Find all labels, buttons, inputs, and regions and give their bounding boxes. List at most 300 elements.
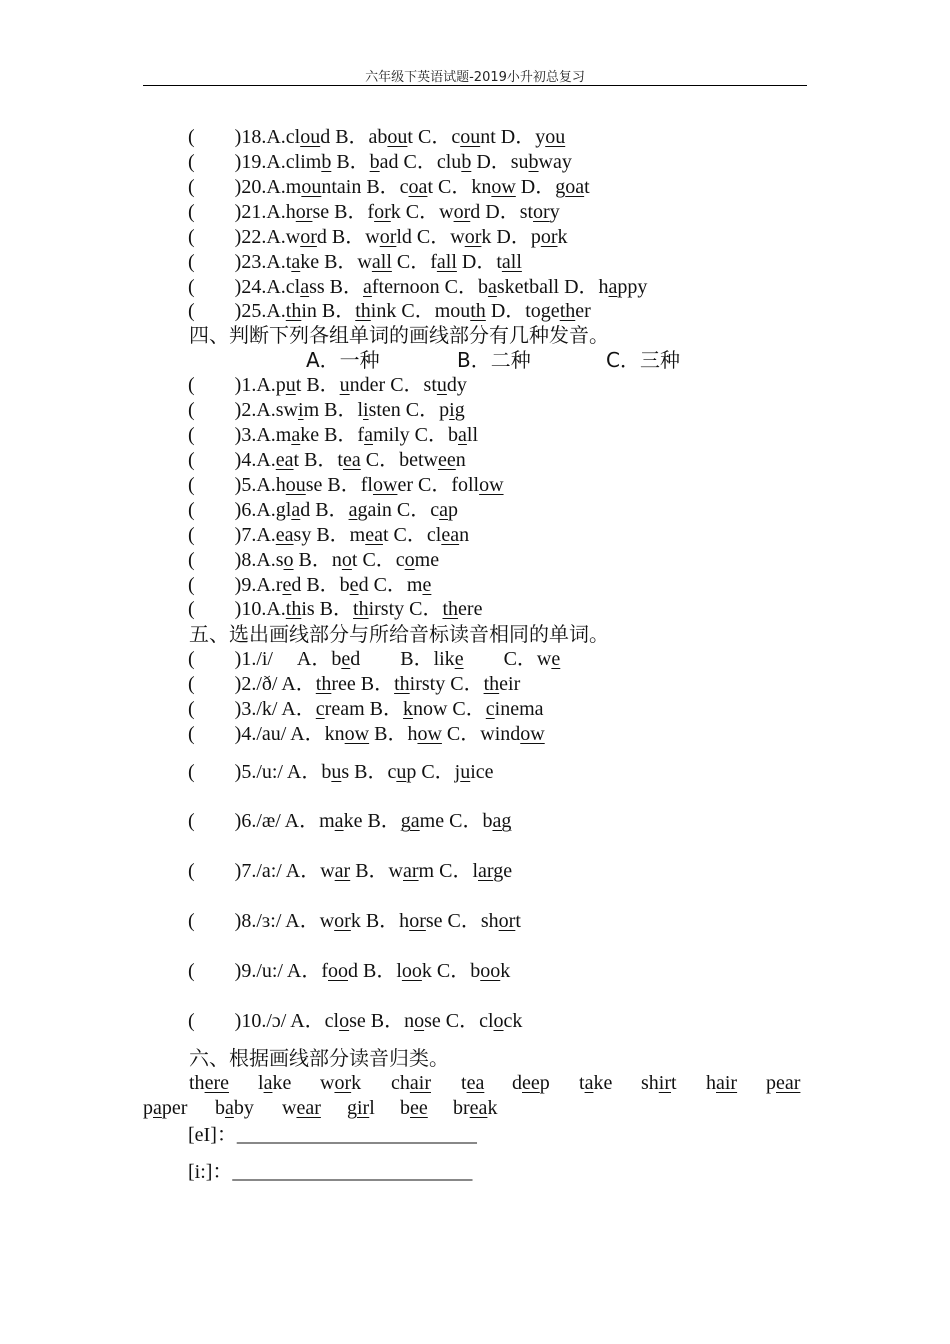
option-c-label: C．三种 [606, 348, 680, 372]
text-segment: k [500, 960, 511, 982]
part5-heading: 五、选出画线部分与所给音标读音相同的单词。 [189, 622, 609, 646]
text-segment: l [369, 1097, 375, 1119]
sort-word [347, 1096, 375, 1120]
underlined-segment: u [396, 761, 407, 783]
text-segment: d C．m [358, 574, 423, 596]
underlined-segment: ar [403, 860, 419, 882]
question-line [188, 125, 565, 149]
text-segment: k [557, 226, 568, 248]
underlined-segment: ou [460, 126, 481, 148]
underlined-segment: u [339, 374, 350, 396]
text-segment: way [538, 151, 572, 173]
underlined-segment: e [422, 574, 432, 596]
underlined-segment: b [321, 151, 332, 173]
text-segment: t [584, 176, 590, 198]
text-segment: ( )7.A. [188, 524, 276, 546]
text-segment: D．g [515, 176, 566, 198]
text-segment: k C．w [390, 201, 454, 223]
underlined-segment: i [449, 399, 455, 421]
underlined-segment: u [460, 761, 471, 783]
underlined-segment: all [501, 251, 522, 273]
underlined-segment: ou [300, 126, 321, 148]
underlined-segment: ea [342, 449, 361, 471]
text-segment: k D．p [481, 226, 541, 248]
underlined-segment: e [282, 574, 292, 596]
underlined-segment: a [291, 251, 301, 273]
text-segment: t [515, 910, 521, 932]
sort-word [641, 1071, 677, 1095]
text-segment: ( )2.A.sw [188, 399, 298, 421]
text-segment: sy B．m [293, 524, 366, 546]
text-segment: ( )24.A.cl [188, 276, 301, 298]
underlined-segment: a [584, 1072, 594, 1094]
text-segment: in B． [301, 300, 356, 322]
sort-word [215, 1096, 254, 1120]
text-segment: t [461, 1072, 467, 1094]
text-segment: fternoon C．b [371, 276, 488, 298]
underlined-segment: th [559, 300, 576, 322]
underlined-segment: u [331, 761, 342, 783]
answer-blank-ei[interactable]: [eI]：________________________ [188, 1124, 477, 1146]
sort-word [400, 1096, 428, 1120]
text-segment: d B．b [291, 574, 350, 596]
question-line [188, 909, 521, 933]
underlined-segment: a [263, 1072, 273, 1094]
text-segment: C．wind [441, 723, 521, 745]
text-segment: s B．c [341, 761, 397, 783]
underlined-segment: a [364, 424, 373, 446]
text-segment: p C．j [406, 761, 461, 783]
text-segment: eir [499, 673, 521, 695]
text-segment: th [189, 1072, 205, 1094]
underlined-segment: o [493, 1010, 504, 1032]
text-segment: g [454, 399, 465, 421]
text-segment: er C．foll [397, 474, 480, 496]
underlined-segment: ow [344, 723, 370, 745]
text-segment: ( )5.A.h [188, 474, 286, 496]
question-line [188, 647, 560, 671]
text-segment: y [549, 201, 560, 223]
text-segment: me C．b [419, 810, 493, 832]
text-segment: d B．l [348, 960, 402, 982]
text-segment: ( )3.A.m [188, 424, 292, 446]
text-segment: ke B．f [300, 424, 365, 446]
text-segment: ch [391, 1072, 410, 1094]
underlined-segment: a [458, 424, 467, 446]
underlined-segment: or [295, 201, 313, 223]
text-segment: t C．cl [382, 524, 442, 546]
text-segment: t B．t [293, 449, 343, 471]
text-segment: gain C．c [357, 499, 440, 521]
question-line [188, 373, 467, 397]
underlined-segment: ea [275, 449, 294, 471]
text-segment: ppy [617, 276, 648, 298]
underlined-segment: or [379, 226, 397, 248]
underlined-segment: or [533, 201, 550, 223]
underlined-segment: ow [491, 176, 516, 198]
question-line [188, 423, 478, 447]
text-segment: w [282, 1097, 297, 1119]
text-segment: C．w [463, 648, 552, 670]
text-segment: ( )19.A.clim [188, 151, 322, 173]
underlined-segment: air [409, 1072, 431, 1094]
sort-word [282, 1096, 321, 1120]
text-segment: me [414, 549, 440, 571]
underlined-segment: u [436, 374, 447, 396]
text-segment: ( )22.A.w [188, 226, 301, 248]
underlined-segment: a [608, 276, 618, 298]
text-segment: irsty C． [368, 598, 443, 620]
text-segment: b [400, 1097, 410, 1119]
text-segment: ( )4./au/ A．kn [188, 723, 345, 745]
text-segment: ( )20.A.m [188, 176, 302, 198]
underlined-segment: ere [204, 1072, 229, 1094]
text-segment: per [161, 1097, 188, 1119]
underlined-segment: or [540, 226, 558, 248]
underlined-segment: c [315, 698, 325, 720]
text-segment: ad C．clu [379, 151, 462, 173]
sort-word [453, 1096, 497, 1120]
question-line [188, 275, 647, 299]
sort-word [143, 1096, 187, 1120]
text-segment: k [487, 1097, 498, 1119]
underlined-segment: a [291, 499, 301, 521]
text-segment: se C．cl [424, 1010, 494, 1032]
text-segment: ke B．w [300, 251, 372, 273]
underlined-segment: k [402, 698, 413, 720]
text-segment: sketball D．h [496, 276, 609, 298]
text-segment: se B．n [349, 1010, 415, 1032]
text-segment: ( )8./ɜ:/ A．w [188, 910, 335, 932]
underlined-segment: or [334, 1072, 352, 1094]
underlined-segment: th [394, 673, 410, 695]
underlined-segment: ea [365, 524, 383, 546]
question-line [188, 473, 504, 497]
underlined-segment: ee [437, 449, 456, 471]
underlined-segment: a [439, 499, 448, 521]
text-segment: ink C．mou [370, 300, 471, 322]
question-line [188, 722, 545, 746]
underlined-segment: ow [417, 723, 442, 745]
underlined-segment: c [485, 698, 495, 720]
underlined-segment: a [225, 1097, 234, 1119]
underlined-segment: ow [520, 723, 545, 745]
question-line [188, 398, 465, 422]
text-segment: p [539, 1072, 550, 1094]
text-segment: p [766, 1072, 776, 1094]
text-segment: w [320, 1072, 335, 1094]
underlined-segment: ga [400, 810, 420, 832]
text-segment: p [448, 499, 458, 521]
question-line [188, 175, 590, 199]
sort-word [579, 1071, 612, 1095]
option-a-label: A．一种 [306, 348, 380, 372]
underlined-segment: a [363, 276, 372, 298]
question-line [188, 299, 591, 323]
underlined-segment: th [470, 300, 486, 322]
question-line [188, 760, 494, 784]
text-segment: d [512, 1072, 522, 1094]
text-segment: B．n [293, 549, 342, 571]
text-segment: t C．c [407, 126, 461, 148]
underlined-segment: ir [658, 1072, 672, 1094]
underlined-segment: th [442, 598, 459, 620]
underlined-segment: or [464, 226, 482, 248]
text-segment: ( )4.A. [188, 449, 276, 471]
text-segment: inema [494, 698, 544, 720]
underlined-segment: b [369, 151, 380, 173]
sort-word [258, 1071, 291, 1095]
text-segment: t C．c [351, 549, 405, 571]
text-segment: C．betw [360, 449, 438, 471]
underlined-segment: th [355, 300, 371, 322]
text-segment: ( )25.A. [188, 300, 286, 322]
underlined-segment: ou [387, 126, 408, 148]
text-segment: d B．lik [350, 648, 455, 670]
text-segment: t [579, 1072, 585, 1094]
text-segment: mily C．b [373, 424, 459, 446]
text-segment: ( )23.A.t [188, 251, 292, 273]
underlined-segment: o [339, 1010, 350, 1032]
text-segment: t B． [295, 374, 340, 396]
underlined-segment: th [285, 598, 302, 620]
text-segment: se B．f [312, 201, 375, 223]
question-line [188, 250, 522, 274]
underlined-segment: i [298, 399, 304, 421]
underlined-segment: oa [565, 176, 585, 198]
text-segment: n [455, 449, 466, 471]
sort-word [766, 1071, 800, 1095]
text-segment: ree B． [331, 673, 395, 695]
text-segment: C．f [391, 251, 437, 273]
text-segment: B．w [350, 860, 403, 882]
text-segment: k C．b [421, 960, 481, 982]
underlined-segment: a [348, 499, 358, 521]
underlined-segment: ar [478, 860, 494, 882]
text-segment: sten C．p [368, 399, 450, 421]
text-segment: t C．kn [427, 176, 492, 198]
text-segment: dy [446, 374, 467, 396]
text-segment: D．toge [485, 300, 560, 322]
underlined-segment: all [436, 251, 457, 273]
underlined-segment: th [285, 300, 302, 322]
underlined-segment: or [334, 910, 351, 932]
sort-word [706, 1071, 737, 1095]
underlined-segment: ou [545, 126, 566, 148]
underlined-segment: ear [296, 1097, 321, 1119]
answer-blank-i[interactable]: [i:]：________________________ [188, 1161, 473, 1183]
question-line [188, 150, 572, 174]
underlined-segment: or [409, 910, 426, 932]
text-segment: nt D．y [480, 126, 546, 148]
text-segment: ream B． [324, 698, 403, 720]
text-segment: ( )8.A.s [188, 549, 284, 571]
text-segment: ( )1./i/ A．b [188, 648, 342, 670]
text-segment: by [233, 1097, 254, 1119]
underlined-segment: ea [441, 524, 460, 546]
text-segment: ere [458, 598, 483, 620]
sort-word [320, 1071, 361, 1095]
question-line [188, 548, 439, 572]
text-segment: D．su [471, 151, 529, 173]
underlined-segment: all [371, 251, 392, 273]
text-segment: B． [331, 151, 370, 173]
text-segment: k [351, 1072, 362, 1094]
text-segment: is B． [301, 598, 354, 620]
underlined-segment: o [414, 1010, 425, 1032]
underlined-segment: a [300, 276, 310, 298]
underlined-segment: air [716, 1072, 738, 1094]
sort-word [512, 1071, 550, 1095]
text-segment: m C．l [418, 860, 478, 882]
text-segment: now C． [412, 698, 486, 720]
text-segment: ice [470, 761, 494, 783]
text-segment: irsty C． [409, 673, 484, 695]
text-segment: se B．fl [305, 474, 373, 496]
text-segment: b [215, 1097, 225, 1119]
text-segment: ( )5./u:/ A．b [188, 761, 332, 783]
underlined-segment: th [315, 673, 332, 695]
underlined-segment: ea [275, 524, 294, 546]
underlined-segment: oo [480, 960, 501, 982]
underlined-segment: a [487, 276, 497, 298]
question-line [188, 225, 568, 249]
underlined-segment: e [551, 648, 561, 670]
question-line [188, 573, 431, 597]
question-line [188, 448, 466, 472]
question-line [188, 697, 544, 721]
question-line [188, 498, 458, 522]
underlined-segment: u [285, 374, 296, 396]
text-segment: m B．l [303, 399, 364, 421]
text-segment: ( )9./u:/ A．f [188, 960, 328, 982]
underlined-segment: e [349, 574, 359, 596]
text-segment: k B．h [350, 910, 410, 932]
text-segment: g [347, 1097, 357, 1119]
question-line [188, 597, 482, 621]
underlined-segment: ou [285, 474, 306, 496]
text-segment: B．h [369, 723, 418, 745]
question-line [188, 200, 560, 224]
text-segment: d B． [300, 499, 349, 521]
underlined-segment: or [498, 910, 516, 932]
underlined-segment: oa [408, 176, 428, 198]
underlined-segment: oo [328, 960, 348, 982]
header-rule [143, 85, 807, 86]
text-segment: ke [272, 1072, 292, 1094]
question-line [188, 672, 520, 696]
underlined-segment: ou [301, 176, 322, 198]
text-segment: ( )9.A.r [188, 574, 283, 596]
sort-word [391, 1071, 431, 1095]
text-segment: ll [466, 424, 479, 446]
text-segment: ( )3./k/ A． [188, 698, 316, 720]
text-segment: ld C．w [396, 226, 465, 248]
text-segment: d B．w [316, 226, 380, 248]
underlined-segment: ea [466, 1072, 485, 1094]
underlined-segment: o [283, 549, 294, 571]
text-segment: ( )10./ɔ/ A．cl [188, 1010, 340, 1032]
underlined-segment: e [454, 648, 464, 670]
text-segment: ( )6.A.gl [188, 499, 292, 521]
text-segment: p [143, 1097, 153, 1119]
underlined-segment: a [291, 424, 301, 446]
text-segment: er [575, 300, 591, 322]
text-segment: d D．st [470, 201, 534, 223]
underlined-segment: o [341, 549, 352, 571]
text-segment: ( )2./ð/ A． [188, 673, 316, 695]
text-segment: ss B． [309, 276, 363, 298]
underlined-segment: ea [469, 1097, 488, 1119]
text-segment: ( )1.A.p [188, 374, 286, 396]
text-segment: h [706, 1072, 716, 1094]
underlined-segment: ee [522, 1072, 540, 1094]
text-segment: ck [503, 1010, 523, 1032]
underlined-segment: th [483, 673, 500, 695]
underlined-segment: a [334, 810, 344, 832]
text-segment: ( )6./æ/ A．m [188, 810, 335, 832]
part6-heading: 六、根据画线部分读音归类。 [189, 1046, 449, 1070]
page-header: 六年级下英语试题-2019小升初总复习 [365, 70, 585, 85]
text-segment: D．t [456, 251, 502, 273]
underlined-segment: ee [410, 1097, 428, 1119]
underlined-segment: ow [372, 474, 398, 496]
question-line [188, 809, 511, 833]
text-segment: ( )21.A.h [188, 201, 296, 223]
underlined-segment: or [453, 201, 471, 223]
text-segment: br [453, 1097, 470, 1119]
text-segment: sh [641, 1072, 659, 1094]
text-segment: l [258, 1072, 264, 1094]
sort-word [189, 1071, 229, 1095]
underlined-segment: a [153, 1097, 162, 1119]
underlined-segment: oo [401, 960, 422, 982]
text-segment: ntain B．c [321, 176, 409, 198]
text-segment: d B．ab [320, 126, 388, 148]
underlined-segment: e [341, 648, 351, 670]
underlined-segment: b [528, 151, 539, 173]
question-line [188, 523, 469, 547]
text-segment: t [671, 1072, 677, 1094]
text-segment: nder C．st [349, 374, 437, 396]
underlined-segment: b [461, 151, 472, 173]
text-segment: ( )10.A. [188, 598, 286, 620]
option-b-label: B．二种 [457, 348, 531, 372]
text-segment: n [459, 524, 470, 546]
underlined-segment: th [353, 598, 369, 620]
text-segment: ke B． [343, 810, 401, 832]
text-segment: se C．sh [425, 910, 499, 932]
question-line [188, 959, 510, 983]
question-line [188, 859, 512, 883]
underlined-segment: ag [492, 810, 512, 832]
sort-word [461, 1071, 484, 1095]
underlined-segment: ow [479, 474, 504, 496]
underlined-segment: ear [776, 1072, 801, 1094]
underlined-segment: ar [334, 860, 351, 882]
text-segment: ge [493, 860, 513, 882]
text-segment: ( )7./a:/ A．w [188, 860, 335, 882]
part4-heading: 四、判断下列各组单词的画线部分有几种发音。 [189, 323, 609, 347]
underlined-segment: or [374, 201, 391, 223]
underlined-segment: or [300, 226, 317, 248]
text-segment: ke [593, 1072, 613, 1094]
text-segment: ( )18.A.cl [188, 126, 301, 148]
underlined-segment: ir [357, 1097, 370, 1119]
question-line [188, 1009, 522, 1033]
underlined-segment: o [404, 549, 415, 571]
underlined-segment: i [363, 399, 369, 421]
